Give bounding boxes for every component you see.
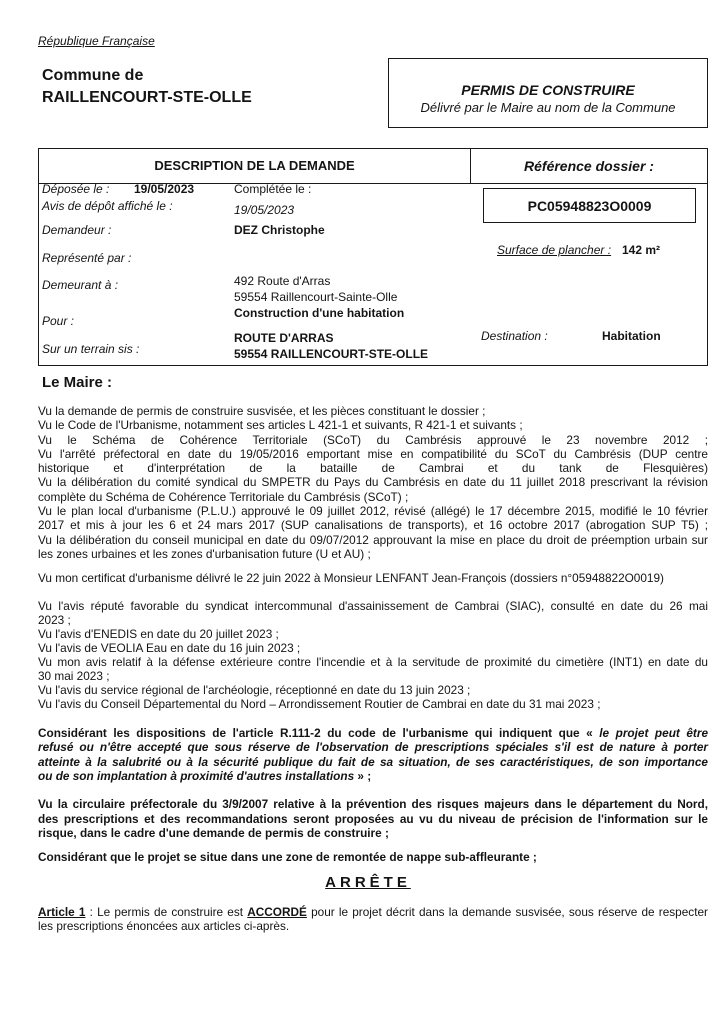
destination-label: Destination :: [481, 329, 548, 343]
pour-value: Construction d'une habitation: [234, 306, 405, 320]
permit-subtitle: Délivré par le Maire au nom de la Commune: [420, 100, 676, 115]
terrain-address-line: 59554 RAILLENCOURT-STE-OLLE: [234, 347, 429, 361]
article-decision: ACCORDÉ: [247, 905, 307, 919]
considerant-nappe: [38, 850, 708, 864]
visa-line: 2017 et mis à jour les 6 et 24 mars 2017 (SUP canalisations de transports), et 16 octobre 2017 (abrogation SUP T5) ;: [38, 518, 708, 533]
circulaire-block: [38, 797, 708, 841]
destination-value: Habitation: [602, 329, 661, 343]
surface-value: 142 m²: [622, 243, 661, 257]
visa-line: Vu l'avis réputé favorable du syndicat intercommunal d'assainissement de Cambrai (SIAC), consulté en date du 26 mai: [38, 599, 708, 613]
visa-line: les zones urbaines et les zones d'urbanisation future (U et AU) ;: [38, 546, 371, 561]
considerant-quote: ou de son implantation à proximité d'autres installations: [38, 768, 355, 783]
article-text: pour le projet décrit dans la demande susvisée, sous réserve de respecter: [306, 905, 708, 919]
considerant-closing: » ;: [354, 768, 372, 783]
visa-line: 30 mai 2023 ;: [38, 669, 110, 683]
circulaire-line: des prescriptions et des recommandations seront proposées au vu du niveau de précision de l'information sur le: [38, 811, 708, 826]
demeurant-label: Demeurant à :: [42, 278, 119, 292]
visa-line: Vu le plan local d'urbanisme (P.L.U.) approuvé le 09 juillet 2012, révisé (allégé) le 17 décembre 2015, modifié le 10 février: [38, 504, 708, 519]
visa-line: Vu la délibération du comité syndical du SMPETR du Pays du Cambrésis en date du 11 juillet 2018 prescrivant la révision: [38, 475, 708, 490]
republique-francaise: République Française: [38, 34, 155, 48]
reference-title: Référence dossier :: [524, 158, 654, 174]
considerant-r111-2: [38, 726, 708, 783]
demeurant-address-line: 492 Route d'Arras: [234, 274, 331, 288]
deposee-label: Déposée le :: [42, 182, 110, 196]
pour-label: Pour :: [42, 314, 75, 328]
visa-line: historique et d'interprétation de la bataille de Cambrai et du tank de Flesquières): [38, 461, 708, 476]
considerant-line: [38, 726, 708, 740]
represente-label: Représenté par :: [42, 251, 132, 265]
article-text: : Le permis de construire est: [85, 905, 248, 919]
reference-number: PC05948823O0009: [527, 198, 652, 214]
demeurant-address-line: 59554 Raillencourt-Sainte-Olle: [234, 290, 398, 304]
terrain-address-line: ROUTE D'ARRAS: [234, 331, 334, 345]
demandeur-label: Demandeur :: [42, 223, 112, 237]
article-line: [38, 905, 708, 919]
demandeur-value: DEZ Christophe: [234, 223, 325, 237]
considerant-quote: refusé ou n'être accepté que sous réserve de l'observation de prescriptions spéciales s'il est de nature à porter: [38, 740, 708, 755]
visas-block-1: [38, 404, 708, 561]
arrete-heading: ARRÊTE: [325, 874, 411, 891]
visa-line: 2023 ;: [38, 613, 71, 627]
visa-line: Vu l'arrêté préfectoral en date du 19/05/2016 emportant mise en compatibilité du SCoT du Cambrésis (DUP centre: [38, 446, 708, 461]
visa-line: Vu la demande de permis de construire susvisée, et les pièces constituant le dossier ;: [38, 404, 486, 418]
visa-certificat-urbanisme: [38, 571, 708, 585]
visa-line: Vu mon avis relatif à la défense extérieure contre l'incendie et à la servitude de proximité du cimetière (INT1) en date du: [38, 655, 708, 669]
visa-line: Vu l'avis de VEOLIA Eau en date du 16 juin 2023 ;: [38, 641, 301, 655]
considerant-line: [38, 769, 708, 783]
affiche-value: 19/05/2023: [234, 203, 295, 217]
circulaire-line: Vu la circulaire préfectorale du 3/9/2007 relative à la prévention des risques majeurs dans le département du Nord,: [38, 797, 708, 811]
visa-line: complète du Schéma de Cohérence Territoriale du Cambrésis (SCoT) ;: [38, 489, 409, 504]
considerant-line: Considérant que le projet se situe dans une zone de remontée de nappe sub-affleurante ;: [38, 850, 537, 864]
maire-heading: Le Maire :: [42, 374, 113, 391]
deposee-value: 19/05/2023: [134, 182, 195, 196]
article-1: [38, 905, 708, 933]
terrain-label: Sur un terrain sis :: [42, 342, 140, 356]
considerant-quote: le projet peut être: [599, 726, 709, 740]
affiche-label: Avis de dépôt affiché le :: [42, 199, 173, 213]
completee-label: Complétée le :: [234, 182, 312, 196]
permit-title: PERMIS DE CONSTRUIRE: [461, 82, 635, 98]
commune-name: RAILLENCOURT-STE-OLLE: [42, 89, 252, 106]
visa-line: Vu l'avis du Conseil Départemental du Nord – Arrondissement Routier de Cambrai en date du 31 mai 2023 ;: [38, 697, 601, 711]
visa-line: Vu l'avis d'ENEDIS en date du 20 juillet 2023 ;: [38, 627, 279, 641]
visa-line: Vu le Code de l'Urbanisme, notamment ses articles L 421-1 et suivants, R 421-1 et suivants ;: [38, 418, 523, 433]
visa-line: Vu l'avis du service régional de l'archéologie, réceptionné en date du 13 juin 2023 ;: [38, 683, 471, 697]
circulaire-line: risque, dans le cadre d'une demande de permis de construire ;: [38, 826, 389, 840]
article-line: les prescriptions énoncées aux articles ci-après.: [38, 919, 290, 933]
surface-label: Surface de plancher :: [497, 243, 612, 257]
visa-line: Vu mon certificat d'urbanisme délivré le 22 juin 2022 à Monsieur LENFANT Jean-François (dossiers n°05948822O0019): [38, 571, 664, 585]
visas-block-2: [38, 599, 708, 711]
considerant-lead: Considérant les dispositions de l'article R.111-2 du code de l'urbanisme qui indiquent que «: [38, 726, 600, 740]
reference-box: [483, 188, 696, 223]
section-title: DESCRIPTION DE LA DEMANDE: [154, 158, 355, 173]
visa-line: Vu la délibération du conseil municipal en date du 09/07/2012 approuvant la mise en place du droit de préemption urbain sur: [38, 532, 708, 547]
permit-title-box: [388, 58, 708, 128]
article-label: Article 1: [38, 905, 86, 919]
commune-label: Commune de: [42, 67, 144, 84]
considerant-quote: atteinte à la salubrité ou à la sécurité publique du fait de sa situation, de ses caractéristiques, de son importance: [38, 754, 708, 769]
visa-line: Vu le Schéma de Cohérence Territoriale (SCoT) du Cambrésis approuvé le 23 novembre 2012 ;: [38, 432, 708, 447]
